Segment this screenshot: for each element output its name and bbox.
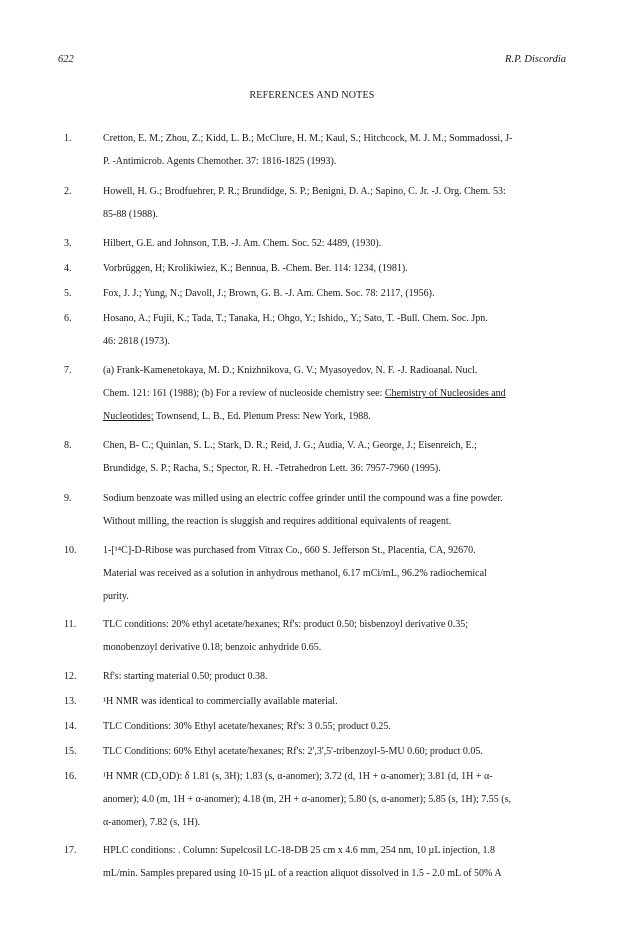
reference-number: 8. [64, 440, 72, 451]
reference-number: 4. [64, 263, 72, 274]
reference-number: 1. [64, 133, 72, 144]
reference-line: ¹H NMR was identical to commercially available material. [103, 696, 338, 707]
reference-line: Rf's: starting material 0.50; product 0.38. [103, 671, 268, 682]
section-title: REFERENCES AND NOTES [249, 90, 375, 101]
reference-line: Chen, B- C.; Quinlan, S. L.; Stark, D. R.; Reid, J. G.; Audia, V. A.; George, J.; Eisenreich, E.; [103, 440, 477, 451]
reference-number: 17. [64, 845, 77, 856]
reference-line: monobenzoyl derivative 0.18; benzoic anhydride 0.65. [103, 642, 322, 653]
book-title-underlined: Nucleotides; [103, 411, 154, 422]
reference-line: Material was received as a solution in anhydrous methanol, 6.17 mCi/mL, 96.2% radiochemical [103, 568, 487, 579]
reference-line [103, 411, 371, 422]
reference-number: 7. [64, 365, 72, 376]
reference-line: Hosano, A.; Fujii, K.; Tada, T.; Tanaka, H.; Ohgo, Y.; Ishido,, Y.; Sato, T. -Bull. Chem. Soc. Jpn. [103, 313, 488, 324]
reference-line: 85-88 (1988). [103, 209, 158, 220]
reference-text: Chem. 121: 161 (1988); (b) For a review of nucleoside chemistry see: [103, 388, 383, 399]
reference-line: purity. [103, 591, 129, 602]
reference-line: HPLC conditions: . Column: Supelcosil LC-18-DB 25 cm x 4.6 mm, 254 nm, 10 µL injection, 1.8 [103, 845, 496, 856]
reference-line: α-anomer), 7.82 (s, 1H). [103, 817, 201, 828]
reference-text: Townsend, L. B., Ed. Plenum Press: New York, 1988. [155, 411, 371, 422]
reference-number: 10. [64, 545, 77, 556]
reference-line: TLC Conditions: 60% Ethyl acetate/hexanes; Rf's: 2',3',5'-tribenzoyl-5-MU 0.60; product 0.05. [103, 746, 483, 757]
reference-number: 12. [64, 671, 77, 682]
reference-number: 14. [64, 721, 77, 732]
reference-line [103, 388, 506, 399]
reference-number: 3. [64, 238, 72, 249]
reference-line: Sodium benzoate was milled using an electric coffee grinder until the compound was a fine powder. [103, 493, 503, 504]
reference-line: P. -Antimicrob. Agents Chemother. 37: 1816-1825 (1993). [103, 156, 337, 167]
reference-number: 16. [64, 771, 77, 782]
reference-line: Without milling, the reaction is sluggish and requires additional equivalents of reagent. [103, 516, 452, 527]
reference-number: 5. [64, 288, 72, 299]
reference-number: 13. [64, 696, 77, 707]
reference-number: 15. [64, 746, 77, 757]
reference-line: mL/min. Samples prepared using 10-15 µL of a reaction aliquot dissolved in 1.5 - 2.0 mL of 50% A [103, 868, 502, 879]
reference-line: Hilbert, G.E. and Johnson, T.B. -J. Am. Chem. Soc. 52: 4489, (1930). [103, 238, 382, 249]
reference-number: 2. [64, 186, 72, 197]
reference-line: (a) Frank-Kamenetokaya, M. D.; Knizhnikova, G. V.; Myasoyedov, N. F. -J. Radioanal. Nucl. [103, 365, 478, 376]
reference-line: Cretton, E. M.; Zhou, Z.; Kidd, L. B.; McClure, H. M.; Kaul, S.; Hitchcock, M. J. M.; Sommadossi, J- [103, 133, 513, 144]
running-head: R.P. Discordia [505, 54, 566, 65]
reference-line: TLC Conditions: 30% Ethyl acetate/hexanes; Rf's: 3 0.55; product 0.25. [103, 721, 391, 732]
page-number: 622 [58, 54, 74, 65]
reference-line: Howell, H. G.; Brodfuehrer, P. R.; Brundidge, S. P.; Benigni, D. A.; Sapino, C. Jr. -J. Org. Chem. 53: [103, 186, 506, 197]
reference-line: Brundidge, S. P.; Racha, S.; Spector, R. H. -Tetrahedron Lett. 36: 7957-7960 (1995). [103, 463, 441, 474]
reference-line: 46: 2818 (1973). [103, 336, 170, 347]
reference-line: TLC conditions: 20% ethyl acetate/hexanes; Rf's: product 0.50; bisbenzoyl derivative 0.35; [103, 619, 469, 630]
reference-number: 6. [64, 313, 72, 324]
reference-number: 9. [64, 493, 72, 504]
reference-line: 1-[¹⁴C]-D-Ribose was purchased from Vitrax Co., 660 S. Jefferson St., Placentia, CA, 92670. [103, 545, 476, 556]
reference-line: ¹H NMR (CD₃OD): δ 1.81 (s, 3H); 1.83 (s, α-anomer); 3.72 (d, 1H + α-anomer); 3.81 (d, 1H + α- [103, 771, 493, 782]
reference-line: Vorbrüggen, H; Krolikiwiez, K.; Bennua, B. -Chem. Ber. 114: 1234, (1981). [103, 263, 408, 274]
reference-line: anomer); 4.0 (m, 1H + α-anomer); 4.18 (m, 2H + α-anomer); 5.80 (s, α-anomer); 5.85 (s, 1H); 7.55 (s, [103, 794, 512, 805]
reference-number: 11. [64, 619, 77, 630]
reference-line: Fox, J. J.; Yung, N.; Davoll, J.; Brown, G. B. -J. Am. Chem. Soc. 78: 2117, (1956). [103, 288, 435, 299]
book-title-underlined: Chemistry of Nucleosides and [384, 388, 506, 399]
